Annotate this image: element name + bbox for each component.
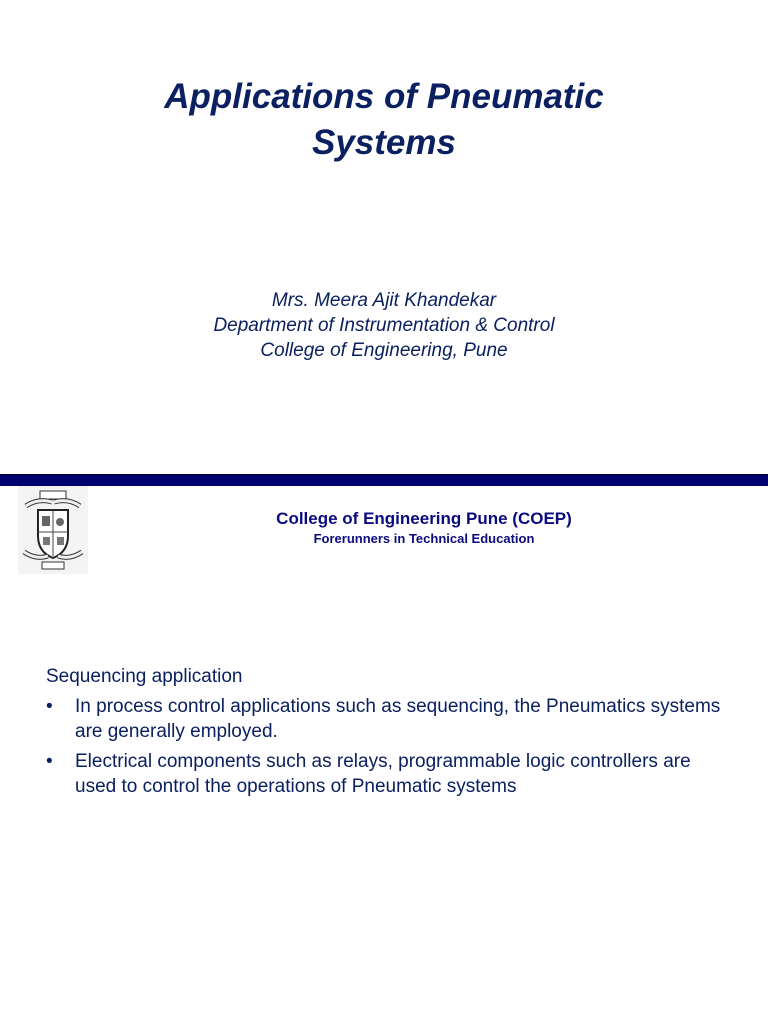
college-header: [120, 508, 728, 548]
bullet-text: In process control applications such as sequencing, the Pneumatics systems are generally employed.: [75, 696, 721, 742]
author-department: Department of Instrumentation & Control: [213, 315, 555, 336]
slide-divider: [0, 474, 768, 486]
slide-title-line-2: Systems: [312, 123, 456, 162]
college-crest-icon: [18, 486, 88, 574]
title-slide: [0, 0, 768, 474]
bullet-icon: •: [46, 751, 53, 772]
author-block: [60, 288, 708, 363]
list-item: [46, 749, 736, 799]
bullet-text: Electrical components such as relays, programmable logic controllers are used to control the operations of Pneumatic systems: [75, 751, 691, 797]
bullet-icon: •: [46, 696, 53, 717]
author-name: Mrs. Meera Ajit Khandekar: [271, 290, 497, 311]
college-tagline: Forerunners in Technical Education: [313, 531, 535, 546]
slide-title: [60, 74, 708, 166]
college-name: College of Engineering Pune (COEP): [276, 509, 572, 528]
list-item: [46, 694, 736, 744]
slide-title-line-1: Applications of Pneumatic: [164, 77, 604, 116]
content-slide: [0, 486, 768, 1024]
author-college: College of Engineering, Pune: [260, 340, 508, 361]
slide-body: [46, 664, 736, 804]
bullet-list: [46, 694, 736, 799]
section-heading: Sequencing application: [46, 666, 243, 687]
college-crest-graphic: [18, 486, 88, 574]
